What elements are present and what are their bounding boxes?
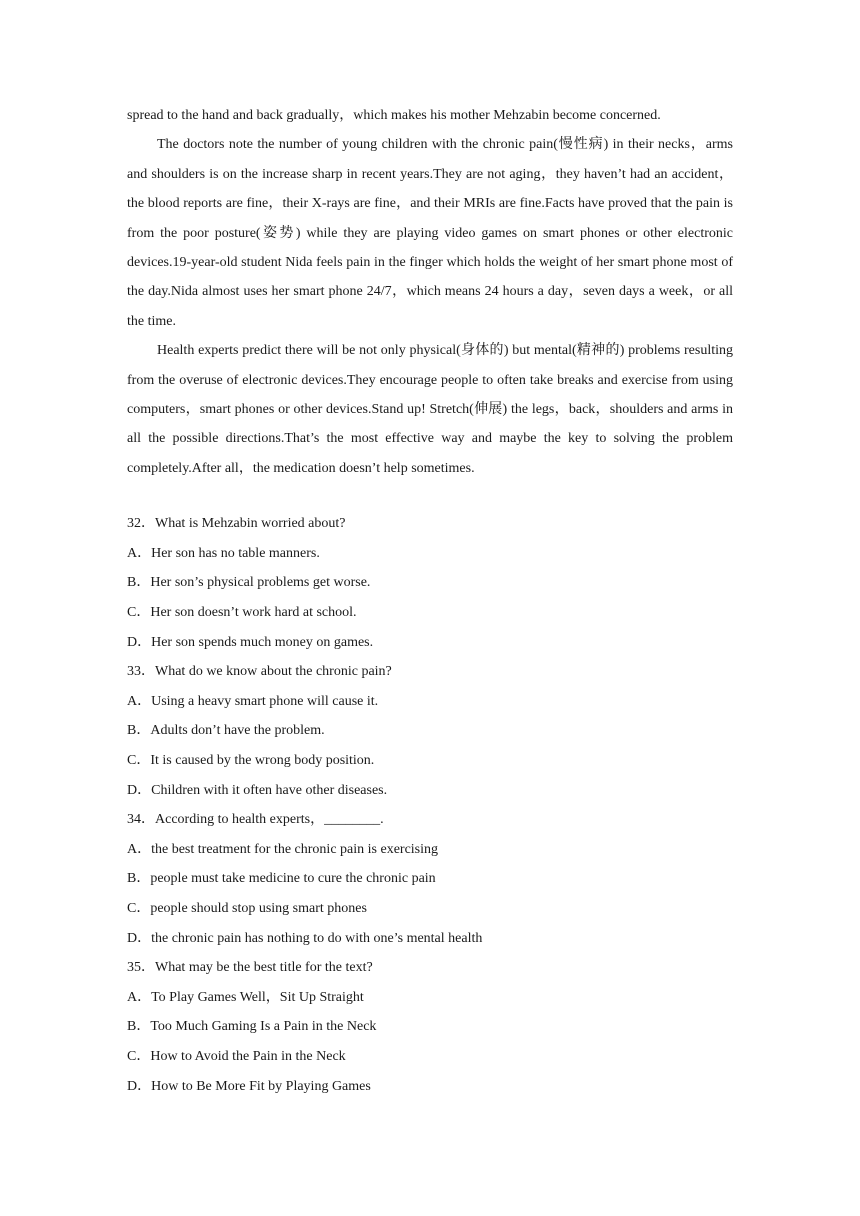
- option-c: C．It is caused by the wrong body position.: [127, 753, 375, 769]
- option-c: C．How to Avoid the Pain in the Neck: [127, 1048, 346, 1064]
- option-d: D．the chronic pain has nothing to do with one’s mental health: [127, 930, 483, 946]
- option-b: B．people must take medicine to cure the chronic pain: [127, 871, 436, 887]
- question-stem: 35．What may be the best title for the text?: [127, 960, 373, 976]
- question-33: [127, 657, 733, 805]
- option-d: D．Her son spends much money on games.: [127, 634, 374, 650]
- passage-paragraph-2: The doctors note the number of young children with the chronic pain(慢性病) in their necks，arms and shoulders is on the increase sharp in recent years.They are not aging，they haven’t had an accident，the blood reports are fine，their X-rays are fine，and their MRIs are fine.Facts have proved that the pain is from the poor posture(姿势) while they are playing video games on smart phones or other electronic devices.19-year-old student Nida feels pain in the finger which holds the weight of her smart phone most of the day.Nida almost uses her smart phone 24/7，which means 24 hours a day，seven days a week，or all the time.: [127, 137, 733, 329]
- passage-paragraph-3: Health experts predict there will be not only physical(身体的) but mental(精神的) problems resulting from the overuse of electronic devices.They encourage people to often take breaks and exercise from using computers，smart phones or other devices.Stand up! Stretch(伸展) the legs，back，shoulders and arms in all the possible directions.That’s the most effective way and maybe the key to solving the problem completely.After all，the medication doesn’t help sometimes.: [127, 343, 733, 476]
- option-d: D．Children with it often have other diseases.: [127, 782, 388, 798]
- option-a: A．the best treatment for the chronic pain is exercising: [127, 841, 439, 857]
- option-c: C．Her son doesn’t work hard at school.: [127, 605, 357, 621]
- reading-passage: [127, 101, 733, 483]
- option-a: A．To Play Games Well，Sit Up Straight: [127, 989, 364, 1005]
- question-stem: 34．According to health experts，________.: [127, 812, 384, 828]
- passage-paragraph-1: spread to the hand and back gradually，which makes his mother Mehzabin become concerned.: [127, 108, 661, 123]
- option-d: D．How to Be More Fit by Playing Games: [127, 1078, 371, 1094]
- option-c: C．people should stop using smart phones: [127, 901, 367, 916]
- question-stem: 32．What is Mehzabin worried about?: [127, 516, 346, 532]
- option-a: A．Using a heavy smart phone will cause it.: [127, 693, 379, 709]
- option-b: B．Too Much Gaming Is a Pain in the Neck: [127, 1019, 377, 1035]
- option-b: B．Her son’s physical problems get worse.: [127, 575, 371, 591]
- question-stem: 33．What do we know about the chronic pain?: [127, 664, 392, 680]
- question-list: [127, 509, 733, 1101]
- question-32: [127, 509, 733, 657]
- question-34: [127, 805, 733, 953]
- document-page: [127, 101, 733, 1101]
- option-b: B．Adults don’t have the problem.: [127, 723, 325, 739]
- option-a: A．Her son has no table manners.: [127, 545, 320, 561]
- question-35: [127, 953, 733, 1101]
